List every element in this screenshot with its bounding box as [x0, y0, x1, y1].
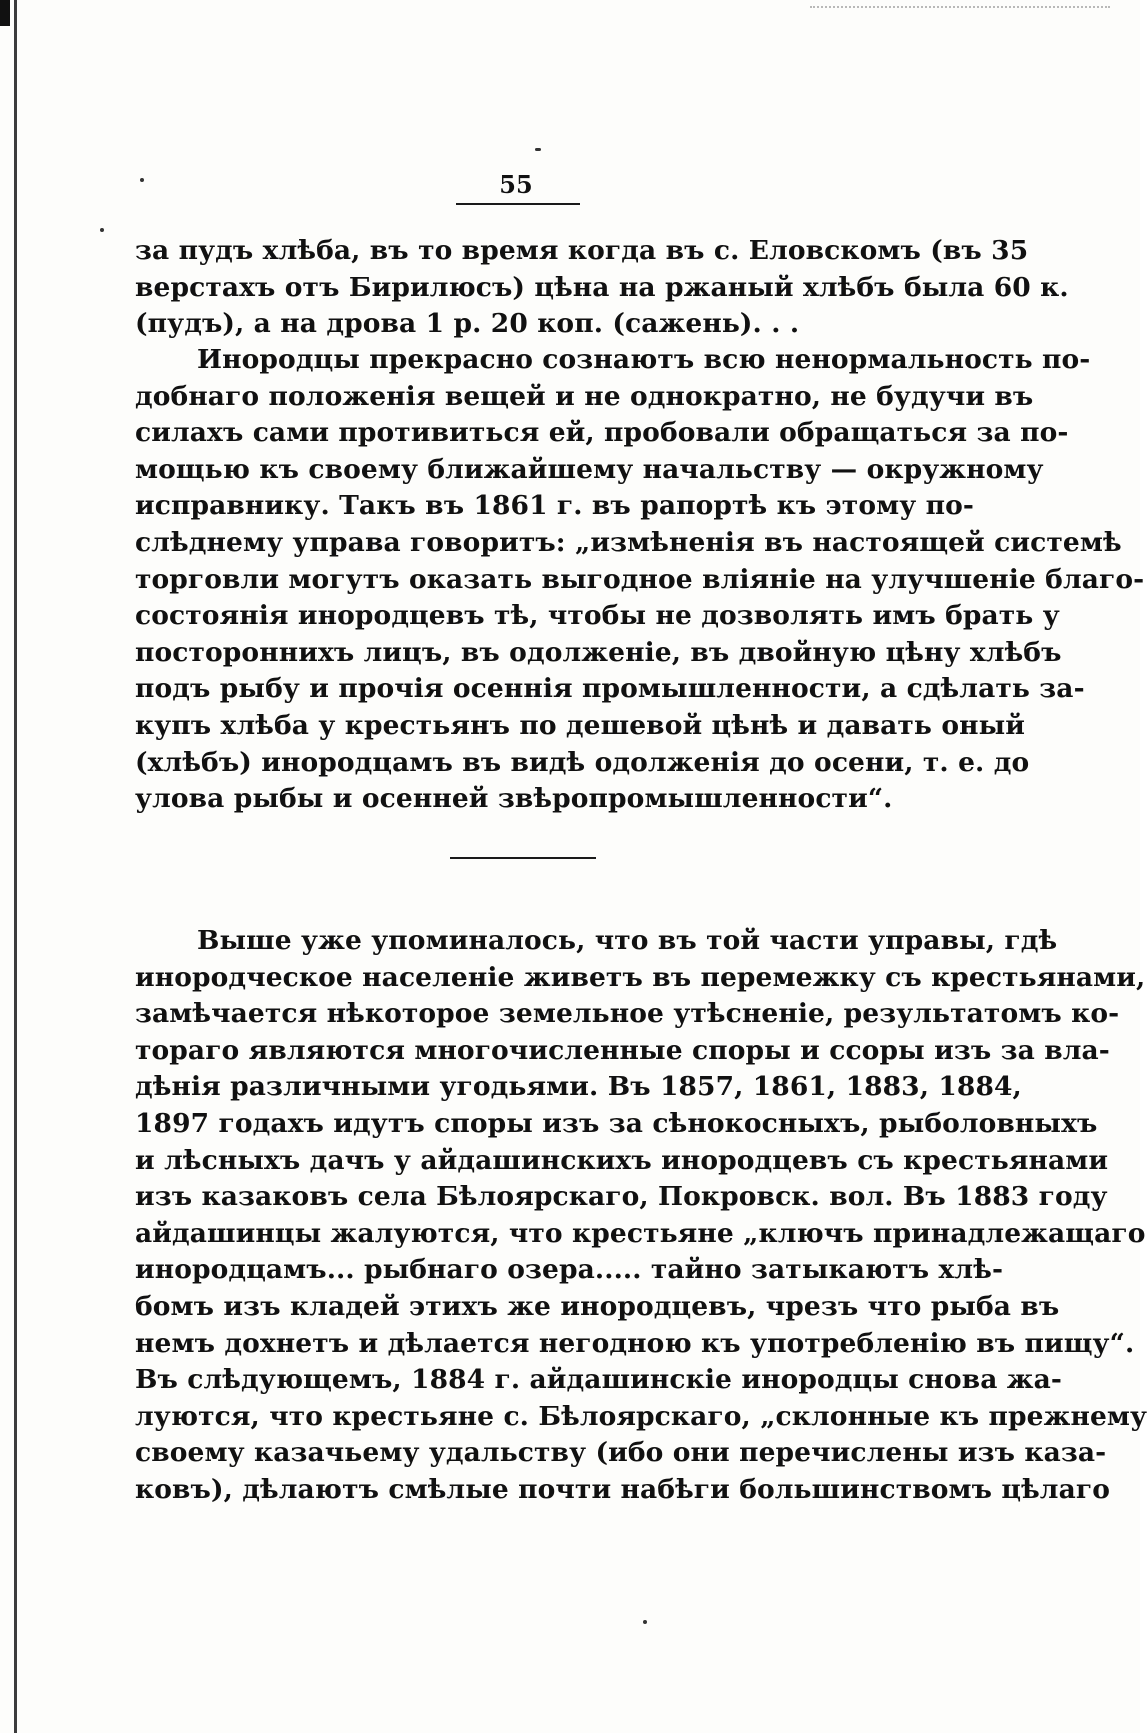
text-line: инородческое населеніе живетъ въ перемежку съ крестьянами, [135, 961, 1146, 993]
text-line: Въ слѣдующемъ, 1884 г. айдашинскіе инородцы снова жа- [135, 1364, 1063, 1396]
text-line: айдашинцы жалуются, что крестьяне „ключъ принадлежащаго [135, 1217, 1146, 1249]
text-line: (пудъ), а на дрова 1 р. 20 коп. (сажень). . . [135, 308, 800, 340]
text-line: исправнику. Такъ въ 1861 г. въ рапортѣ къ этому по- [135, 490, 974, 522]
binding-edge [14, 0, 17, 1733]
scan-speck [535, 148, 541, 151]
text-line: инородцамъ... рыбнаго озера..... тайно затыкаютъ хлѣ- [135, 1254, 1004, 1286]
text-line: за пудъ хлѣба, въ то время когда въ с. Еловскомъ (въ 35 [135, 235, 1029, 266]
text-line: замѣчается нѣкоторое земельное утѣсненіе, результатомъ ко- [135, 998, 1120, 1030]
text-line: купъ хлѣба у крестьянъ по дешевой цѣнѣ и давать оный [135, 709, 1026, 741]
text-line: немъ дохнетъ и дѣлается негодною къ употребленію въ пищу“. [135, 1327, 1135, 1359]
text-line: ковъ), дѣлаютъ смѣлые почти набѣги большинствомъ цѣлаго [135, 1473, 1110, 1505]
text-line: бомъ изъ кладей этихъ же инородцевъ, чрезъ что рыба въ [135, 1290, 1060, 1322]
binding-mark [0, 0, 10, 26]
text-line: добнаго положенія вещей и не однократно, не будучи въ [135, 380, 1034, 412]
text-line: своему казачьему удальству (ибо они перечислены изъ каза- [135, 1437, 1107, 1469]
text-line: улова рыбы и осенней звѣропромышленности“. [135, 783, 893, 815]
text-line: слѣднему управа говоритъ: „измѣненія въ настоящей системѣ [135, 526, 1122, 558]
text-line: Выше уже упоминалось, что въ той части управы, гдѣ [197, 925, 1058, 956]
text-line: и лѣсныхъ дачъ у айдашинскихъ инородцевъ съ крестьянами [135, 1144, 1109, 1176]
text-line: тораго являются многочисленные споры и ссоры изъ за вла- [135, 1034, 1110, 1066]
section-divider [450, 857, 596, 859]
text-line: мощью къ своему ближайшему начальству — окружному [135, 453, 1044, 485]
text-line: подъ рыбу и прочія осеннія промышленности, а сдѣлать за- [135, 673, 1085, 705]
paragraph-continuation [135, 233, 1069, 343]
text-line: силахъ сами противиться ей, пробовали обращаться за по- [135, 417, 1069, 449]
text-line: 1897 годахъ идутъ споры изъ за сѣнокосныхъ, рыболовныхъ [135, 1107, 1098, 1139]
text-line: постороннихъ лицъ, въ одолженіе, въ двойную цѣну хлѣбъ [135, 636, 1062, 668]
text-line: Инородцы прекрасно сознаютъ всю ненормальность по- [197, 344, 1091, 375]
text-line: дѣнія различными угодьями. Въ 1857, 1861, 1883, 1884, [135, 1071, 1022, 1103]
text-line: состоянія инородцевъ тѣ, чтобы не дозволять имъ брать у [135, 600, 1060, 632]
text-line: изъ казаковъ села Бѣлоярскаго, Покровск. вол. Въ 1883 году [135, 1181, 1108, 1213]
scan-speck [140, 178, 144, 182]
paragraph-inorodtsy [135, 342, 1145, 818]
text-line: (хлѣбъ) инородцамъ въ видѣ одолженія до осени, т. е. до [135, 746, 1030, 778]
scan-speck [643, 1620, 647, 1624]
page-number: 55 [499, 170, 533, 199]
scan-artifact [810, 0, 1110, 8]
text-line: торговли могутъ оказать выгодное вліяніе на улучшеніе благо- [135, 563, 1145, 595]
text-line: верстахъ отъ Бирилюсъ) цѣна на ржаный хлѣбъ была 60 к. [135, 271, 1069, 303]
scan-speck [100, 228, 104, 232]
page-number-rule [456, 203, 580, 205]
text-line: луются, что крестьяне с. Бѣлоярскаго, „склонные къ прежнему [135, 1400, 1147, 1432]
paragraph-land-disputes [135, 923, 1147, 1509]
